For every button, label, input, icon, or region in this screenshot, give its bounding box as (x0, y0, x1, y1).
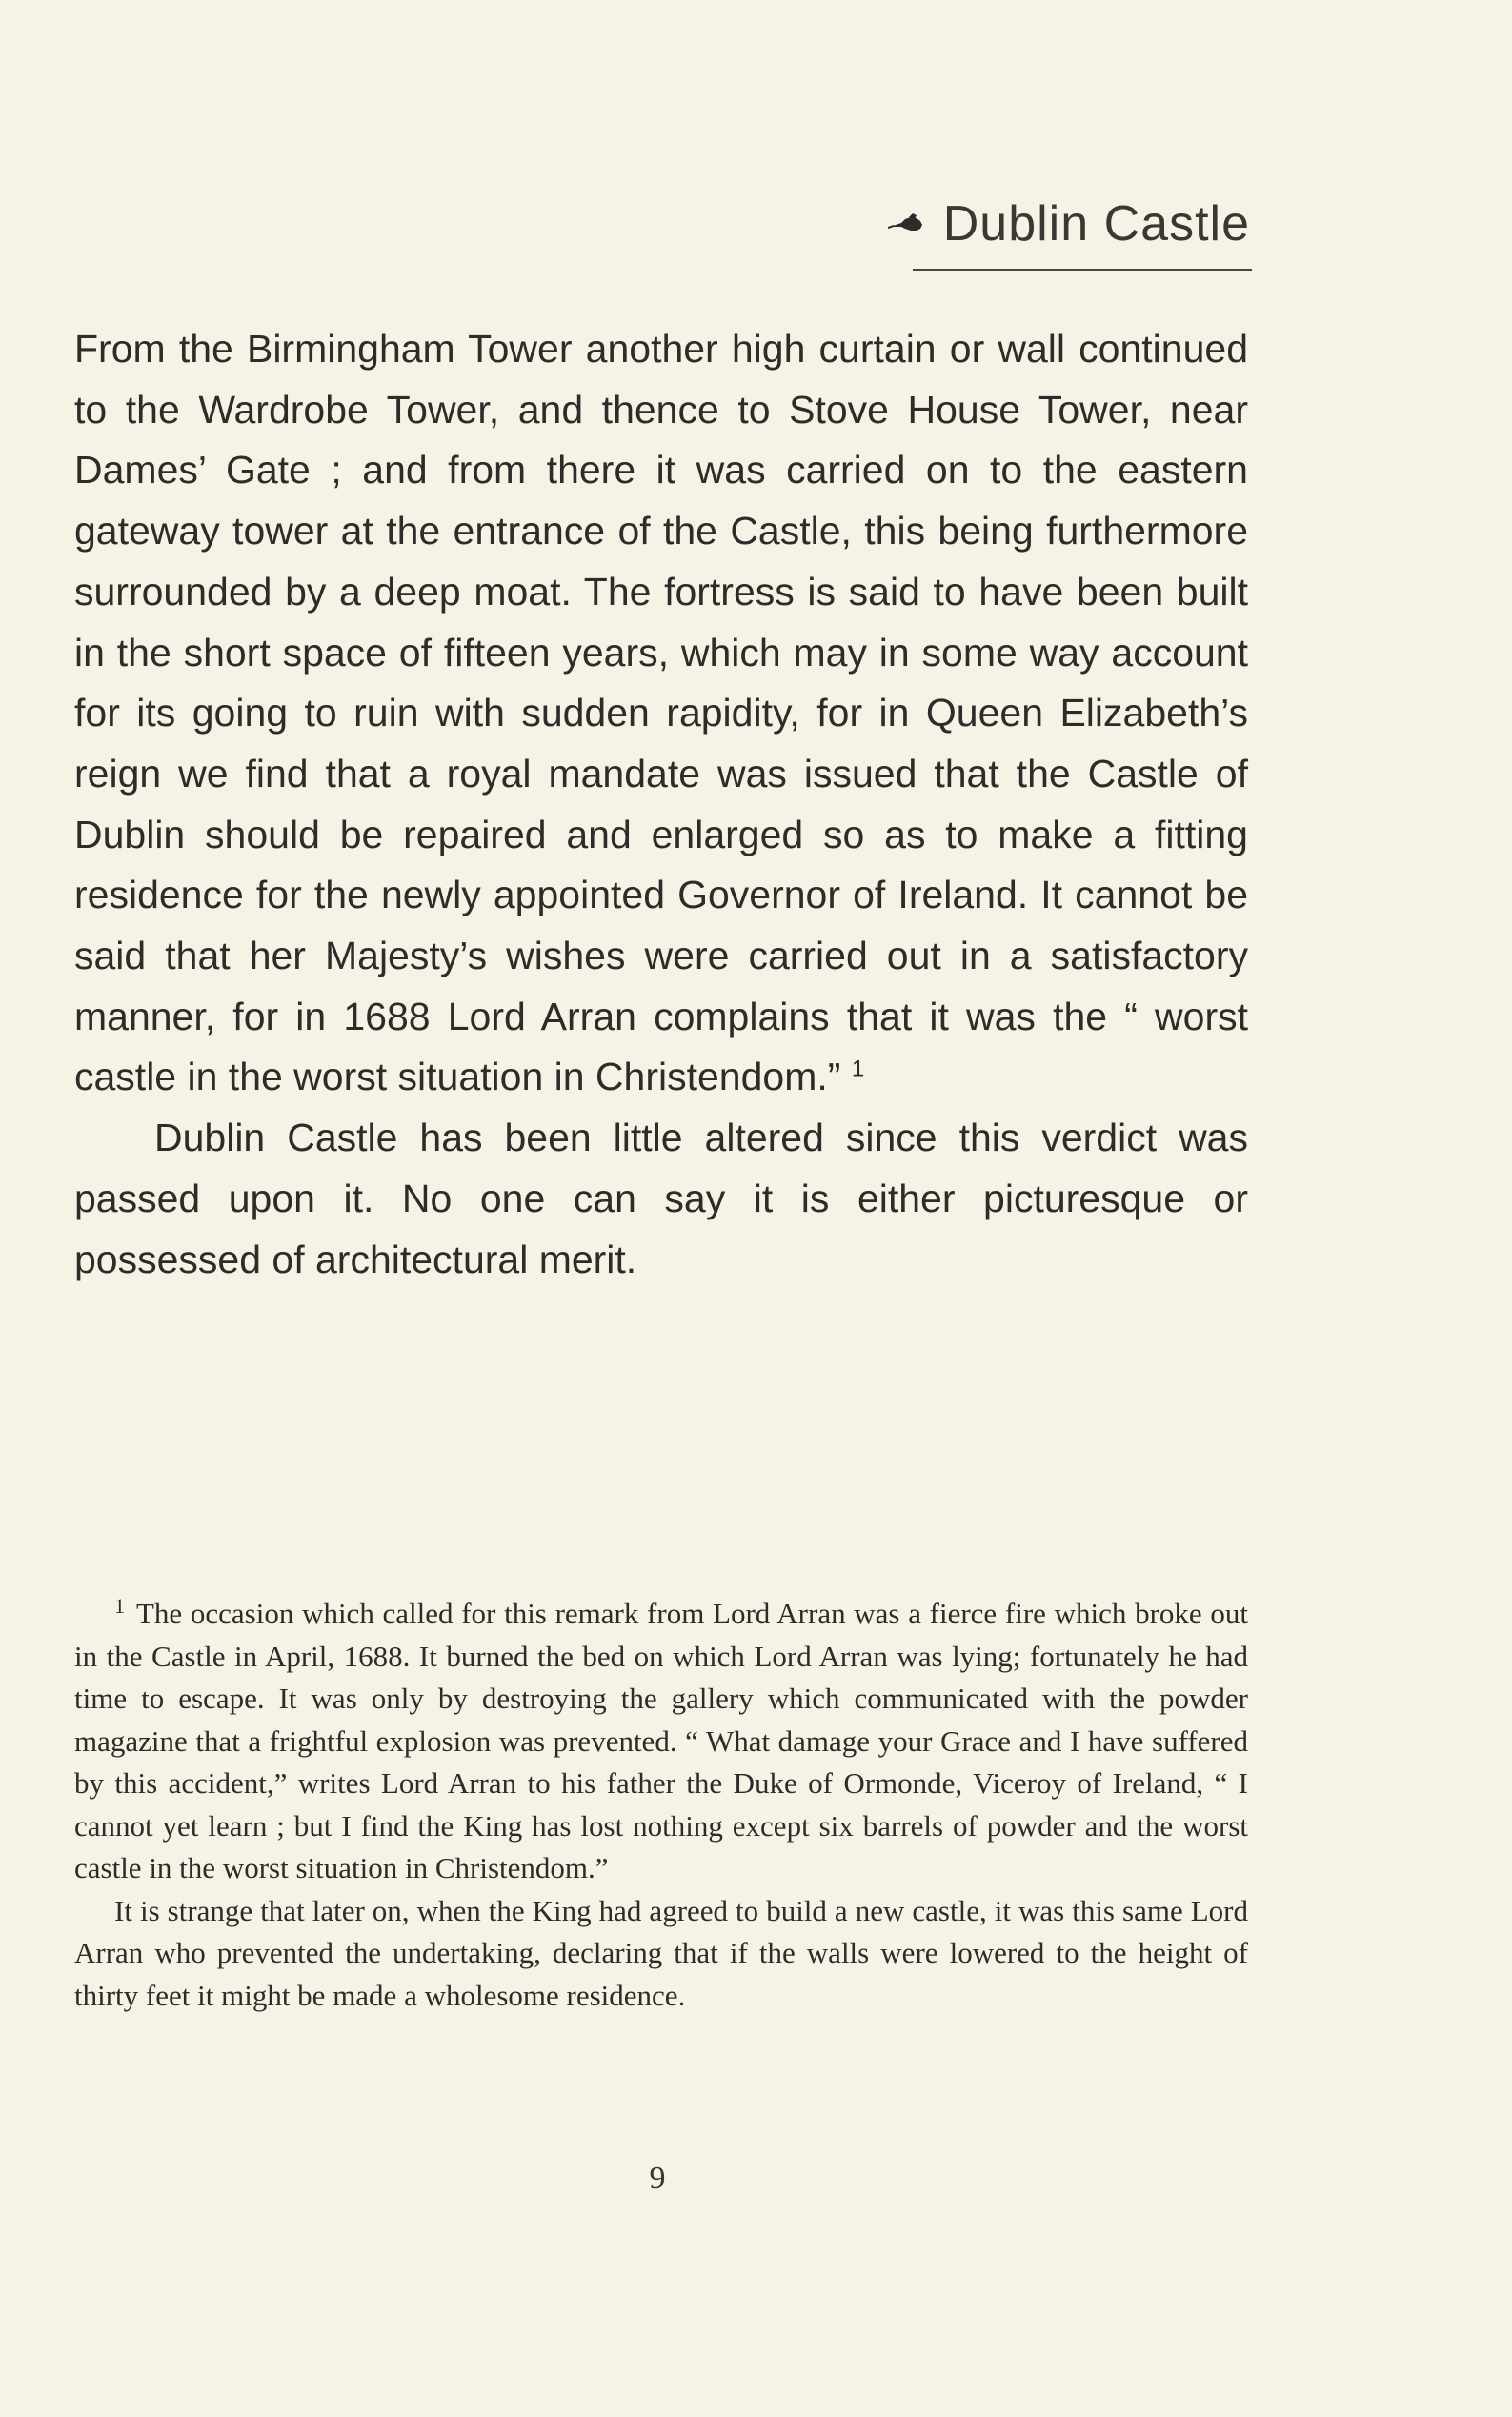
footnotes (74, 1593, 1248, 2017)
paragraph-text: From the Birmingham Tower another high curtain or wall continued to the Wardrobe Tower, and thence to Stove House Tower, near Dames’ Gate ; and from there it was carried on to the eastern gateway tower at the entrance of the Castle, this being furthermore surrounded by a deep moat. The fortress is said to have been built in the short space of fifteen years, which may in some way account for its going to ruin with sudden rapidity, for in Queen Elizabeth’s reign we find that a royal mandate was issued that the Castle of Dublin should be repaired and enlarged so as to make a fitting residence for the newly appointed Governor of Ireland. It cannot be said that her Majesty’s wishes were carried out in a satisfactory manner, for in 1688 Lord Arran complains that it was the “ worst castle in the worst situation in Christendom.” (74, 327, 1248, 1099)
footnote-text: The occasion which called for this remark from Lord Arran was a fierce fire which broke out in the Castle in April, 1688. It burned the bed on which Lord Arran was lying; fortunately he had time to escape. It was only by destroying the gallery which communicated with the powder magazine that a frightful explosion was prevented. “ What damage your Grace and I have suffered by this accident,” writes Lord Arran to his father the Duke of Ormonde, Viceroy of Ireland, “ I cannot yet learn ; but I find the King has lost nothing except six barrels of powder and the worst castle in the worst situation in Christendom.” (74, 1597, 1248, 1884)
header-rule (913, 269, 1252, 271)
running-header-title: Dublin Castle (942, 196, 1250, 252)
footnote-continuation (74, 1890, 1248, 2018)
footnote-reference: 1 (851, 1056, 865, 1082)
footnote-marker: 1 (114, 1593, 125, 1618)
main-text (74, 319, 1248, 1290)
paragraph (74, 1108, 1248, 1290)
footnote (74, 1593, 1248, 1890)
page-number: 9 (649, 2161, 666, 2196)
hand-pointer-ornament-icon (888, 210, 926, 238)
paragraph (74, 319, 1248, 1108)
running-header (888, 195, 1250, 252)
paragraph-text: Dublin Castle has been little altered since this verdict was passed upon it. No one can say it is either picturesque or possessed of architectural merit. (74, 1116, 1248, 1281)
footnote-text: It is strange that later on, when the King had agreed to build a new castle, it was this same Lord Arran who prevented the undertaking, declaring that if the walls were lowered to the height of thirty feet it might be made a wholesome residence. (74, 1893, 1248, 2012)
